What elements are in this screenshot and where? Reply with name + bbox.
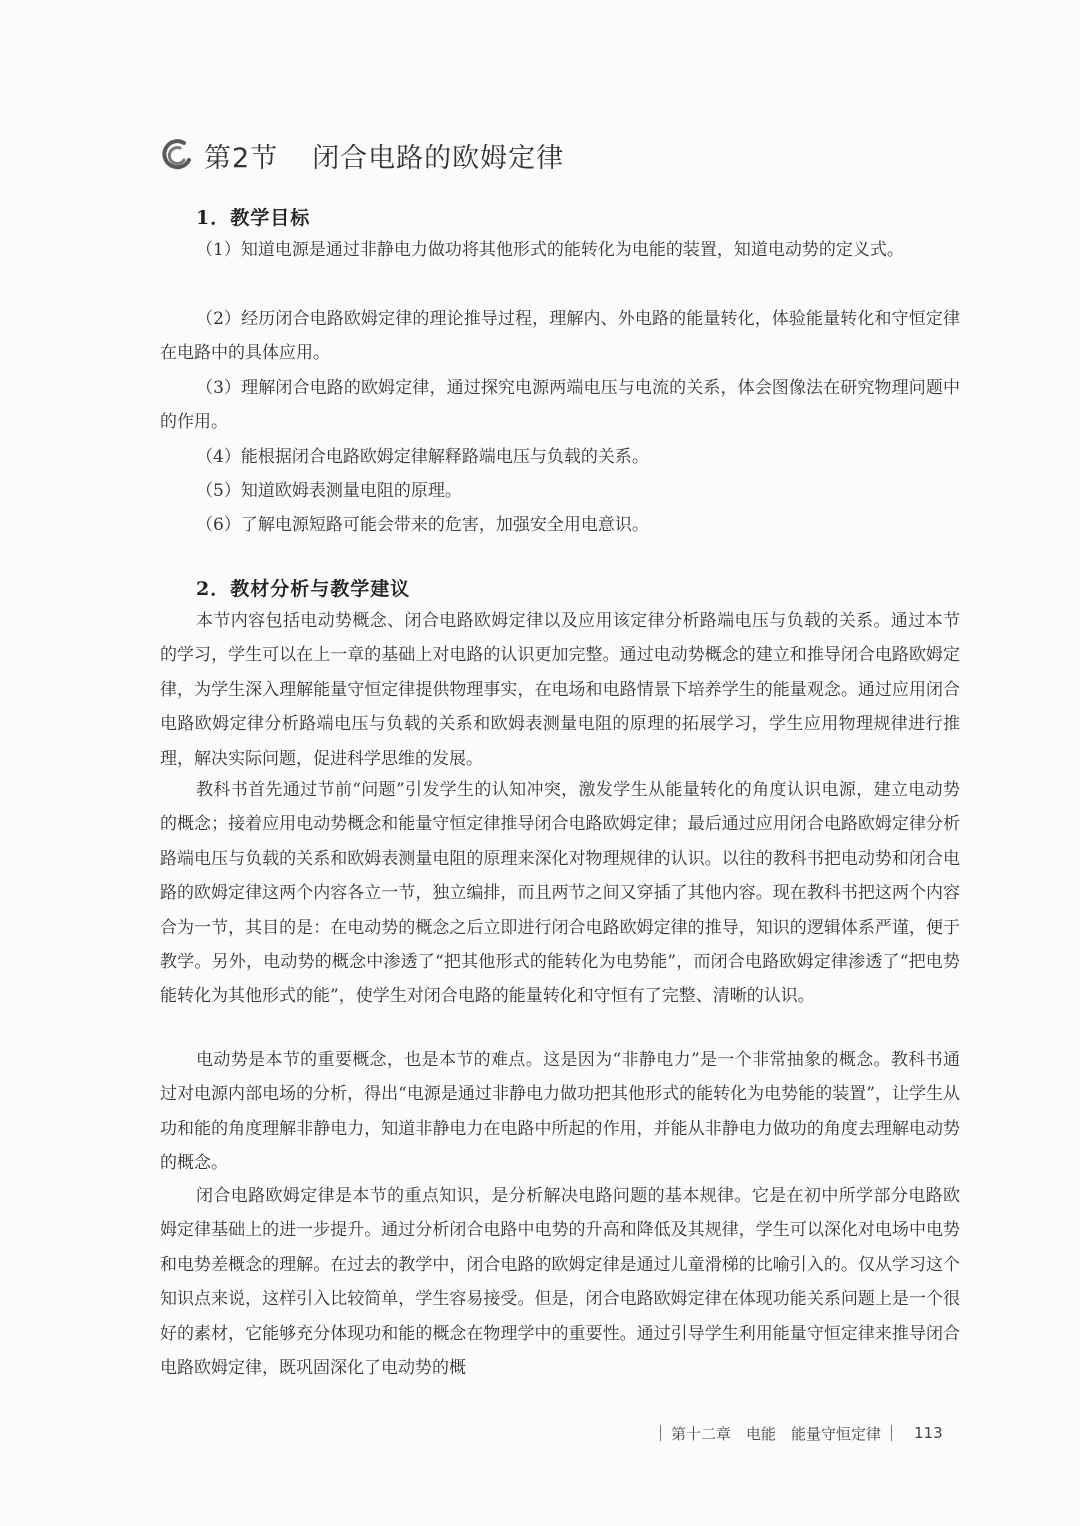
footer-divider bbox=[891, 1425, 892, 1441]
objective-item: （4）能根据闭合电路欧姆定律解释路端电压与负载的关系。 bbox=[196, 447, 649, 467]
footer-chapter: 第十二章 电能 能量守恒定律 bbox=[671, 1424, 882, 1443]
body-paragraph: 闭合电路欧姆定律是本节的重点知识，是分析解决电路问题的基本规律。它是在初中所学部分电路欧姆定律基础上的进一步提升。通过分析闭合电路中电势的升高和降低及其规律，学生可以深化对电场中电势和电势差概念的理解。在过去的教学中，闭合电路的欧姆定律是通过儿童滑梯的比喻引入的。仅从学习这个知识点来说，这样引入比较简单，学生容易接受。但是，闭合电路欧姆定律在体现功能关系问题上是一个很好的素材，它能够充分体现功和能的概念在物理学中的重要性。通过引导学生利用能量守恒定律来推导闭合电路欧姆定律，既巩固深化了电动势的概 bbox=[160, 1186, 960, 1379]
page-number: 113 bbox=[914, 1424, 943, 1442]
section-logo-icon bbox=[160, 138, 194, 172]
section-name: 闭合电路的欧姆定律 bbox=[312, 142, 565, 174]
body-paragraph: 教科书首先通过节前“问题”引发学生的认知冲突，激发学生从能量转化的角度认识电源，建立电动势的概念；接着应用电动势概念和能量守恒定律推导闭合电路欧姆定律；最后通过应用闭合电路欧姆定律分析路端电压与负载的关系和欧姆表测量电阻的原理来深化对物理规律的认识。以往的教科书把电动势和闭合电路的欧姆定律这两个内容各立一节，独立编排，而且两节之间又穿插了其他内容。现在教科书把这两个内容合为一节，其目的是：在电动势的概念之后立即进行闭合电路欧姆定律的推导，知识的逻辑体系严谨，便于教学。另外，电动势的概念中渗透了“把其他形式的能转化为电势能”，而闭合电路欧姆定律渗透了“把电势能转化为其他形式的能”，使学生对闭合电路的能量转化和守恒有了完整、清晰的认识。 bbox=[160, 780, 960, 1007]
body-paragraph: 电动势是本节的重要概念，也是本节的难点。这是因为“非静电力”是一个非常抽象的概念。教科书通过对电源内部电场的分析，得出“电源是通过非静电力做功把其他形式的能转化为电势能的装置”，让学生从功和能的角度理解非静电力，知道非静电力在电路中所起的作用，并能从非静电力做功的角度去理解电动势的概念。 bbox=[160, 1050, 960, 1174]
heading-teaching-objectives: 1．教学目标 bbox=[196, 207, 311, 229]
section-number: 第2节 bbox=[204, 142, 279, 174]
objective-item: （3）理解闭合电路的欧姆定律，通过探究电源两端电压与电流的关系，体会图像法在研究物理问题中的作用。 bbox=[160, 378, 960, 433]
objective-item: （2）经历闭合电路欧姆定律的理论推导过程，理解内、外电路的能量转化，体验能量转化和守恒定律在电路中的具体应用。 bbox=[160, 309, 960, 364]
page-footer bbox=[650, 1421, 943, 1445]
objective-item: （6）了解电源短路可能会带来的危害，加强安全用电意识。 bbox=[196, 515, 649, 535]
heading-material-analysis: 2．教材分析与教学建议 bbox=[196, 578, 411, 600]
objective-item: （5）知道欧姆表测量电阻的原理。 bbox=[196, 481, 462, 501]
objective-item: （1）知道电源是通过非静电力做功将其他形式的能转化为电能的装置，知道电动势的定义式。 bbox=[196, 240, 904, 260]
footer-divider bbox=[660, 1425, 661, 1441]
section-title bbox=[160, 132, 564, 178]
body-paragraph: 本节内容包括电动势概念、闭合电路欧姆定律以及应用该定律分析路端电压与负载的关系。通过本节的学习，学生可以在上一章的基础上对电路的认识更加完整。通过电动势概念的建立和推导闭合电路欧姆定律，为学生深入理解能量守恒定律提供物理事实，在电场和电路情景下培养学生的能量观念。通过应用闭合电路欧姆定律分析路端电压与负载的关系和欧姆表测量电阻的原理的拓展学习，学生应用物理规律进行推理，解决实际问题，促进科学思维的发展。 bbox=[160, 611, 960, 769]
